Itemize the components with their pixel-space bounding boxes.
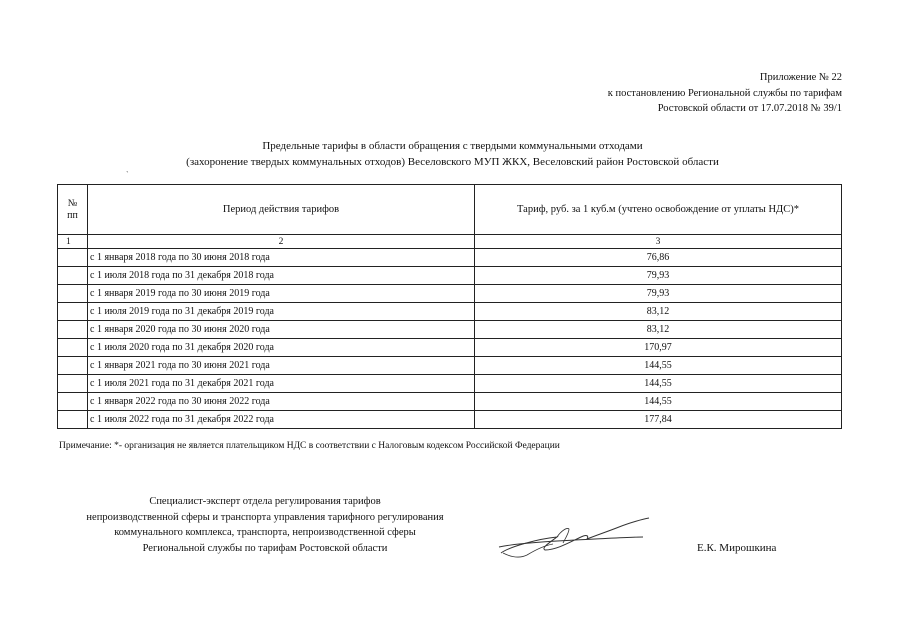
period-cell: с 1 января 2022 года по 30 июня 2022 года (88, 393, 475, 411)
table-body (58, 235, 842, 429)
tariff-cell: 144,55 (475, 357, 842, 375)
column-index-1: 1 (58, 235, 88, 249)
tariff-cell: 144,55 (475, 393, 842, 411)
appendix-header (608, 70, 842, 117)
table-row (58, 393, 842, 411)
tariff-cell: 76,86 (475, 249, 842, 267)
table-header-row (58, 185, 842, 235)
signatory-name: Е.К. Мирошкина (697, 542, 777, 554)
signatory-position (55, 494, 475, 556)
table-row (58, 249, 842, 267)
period-cell: с 1 июля 2019 года по 31 декабря 2019 года (88, 303, 475, 321)
column-header-number-sign: № (67, 197, 78, 209)
table-row (58, 285, 842, 303)
column-header-tariff: Тариф, руб. за 1 куб.м (учтено освобождение от уплаты НДС)* (475, 185, 842, 235)
tariff-cell: 144,55 (475, 375, 842, 393)
appendix-number: Приложение № 22 (759, 72, 842, 83)
column-index-row (58, 235, 842, 249)
row-number-cell (58, 321, 88, 339)
row-number-cell (58, 267, 88, 285)
column-header-number-pp: пп (67, 209, 78, 221)
appendix-reference: к постановлению Региональной службы по тарифам (607, 87, 842, 99)
period-cell: с 1 июля 2021 года по 31 декабря 2021 года (88, 375, 475, 393)
period-cell: с 1 июля 2020 года по 31 декабря 2020 года (88, 339, 475, 357)
table-row (58, 339, 842, 357)
period-cell: с 1 января 2021 года по 30 июня 2021 года (88, 357, 475, 375)
signatory-line-3: коммунального комплекса, транспорта, непроизводственной сферы (114, 527, 416, 538)
tariff-cell: 170,97 (475, 339, 842, 357)
title-line-1: Предельные тарифы в области обращения с твердыми коммунальными отходами (262, 140, 643, 152)
table-row (58, 267, 842, 285)
signatory-line-4: Региональной службы по тарифам Ростовской области (142, 542, 388, 554)
period-cell: с 1 января 2019 года по 30 июня 2019 года (88, 285, 475, 303)
scan-mark: ˋ (126, 170, 129, 179)
handwritten-signature (497, 517, 652, 567)
appendix-date: Ростовской области от 17.07.2018 № 39/1 (657, 103, 842, 114)
row-number-cell (58, 411, 88, 429)
table-row (58, 375, 842, 393)
tariff-cell: 79,93 (475, 285, 842, 303)
tariff-cell: 177,84 (475, 411, 842, 429)
title-line-2: (захоронение твердых коммунальных отходов) Веселовского МУП ЖКХ, Веселовский район Ростовской области (186, 155, 719, 168)
period-cell: с 1 июля 2018 года по 31 декабря 2018 года (88, 267, 475, 285)
document-title (0, 139, 905, 170)
row-number-cell (58, 393, 88, 411)
period-cell: с 1 июля 2022 года по 31 декабря 2022 года (88, 411, 475, 429)
table-row (58, 357, 842, 375)
row-number-cell (58, 339, 88, 357)
row-number-cell (58, 375, 88, 393)
tariff-table (57, 184, 842, 429)
signatory-line-2: непроизводственной сферы и транспорта управления тарифного регулирования (86, 511, 444, 523)
signatory-line-1: Специалист-эксперт отдела регулирования тарифов (149, 496, 381, 507)
column-index-2: 2 (88, 235, 475, 249)
column-index-3: 3 (475, 235, 842, 249)
table-row (58, 303, 842, 321)
footnote: Примечание: *- организация не является плательщиком НДС в соответствии с Налоговым кодексом Российской Федерации (59, 441, 560, 451)
tariff-cell: 83,12 (475, 303, 842, 321)
row-number-cell (58, 357, 88, 375)
row-number-cell (58, 249, 88, 267)
period-cell: с 1 января 2018 года по 30 июня 2018 года (88, 249, 475, 267)
table-row (58, 411, 842, 429)
tariff-cell: 83,12 (475, 321, 842, 339)
column-header-number (58, 185, 88, 235)
column-header-period: Период действия тарифов (88, 185, 475, 235)
table-row (58, 321, 842, 339)
row-number-cell (58, 285, 88, 303)
period-cell: с 1 января 2020 года по 30 июня 2020 года (88, 321, 475, 339)
row-number-cell (58, 303, 88, 321)
tariff-cell: 79,93 (475, 267, 842, 285)
